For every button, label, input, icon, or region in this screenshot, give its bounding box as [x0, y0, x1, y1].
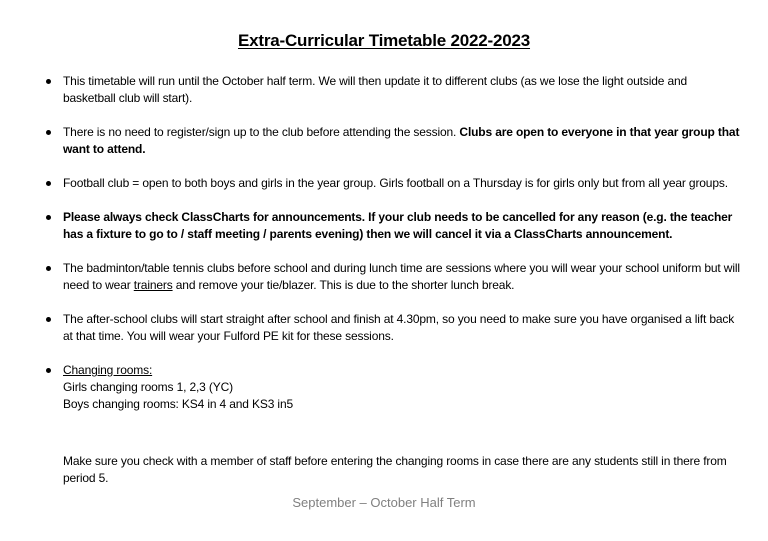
list-item [0, 175, 768, 192]
bullet-dot-icon [46, 130, 51, 135]
bullet-dot-icon [46, 181, 51, 186]
underlined-text: trainers [133, 278, 173, 292]
list-item [0, 209, 768, 243]
closing-paragraph: Make sure you check with a member of staff before entering the changing rooms in case there are any students still in there from period 5. [63, 454, 727, 485]
bullet-bold-text: Clubs are open to everyone in that year group that want to attend. [63, 125, 740, 156]
bullet-text: The after-school clubs will start straight after school and finish at 4.30pm, so you need to make sure you have organised a lift back at that time. You will wear your Fulford PE kit for these sessions. [63, 312, 735, 343]
bullet-dot-icon [46, 317, 51, 322]
list-item [0, 124, 768, 158]
bullet-text: The badminton/table tennis clubs before school and during lunch time are sessions where you will wear your school uniform but will need to wear [63, 261, 740, 292]
bullet-text: Football club = open to both boys and girls in the year group. Girls football on a Thursday is for girls only but from all year groups. [63, 176, 728, 190]
list-item [0, 362, 768, 413]
bullet-dot-icon [46, 368, 51, 373]
changing-rooms-line: Boys changing rooms: KS4 in 4 and KS3 in5 [63, 397, 293, 411]
bullet-text: and remove your tie/blazer. This is due to the shorter lunch break. [172, 278, 515, 292]
list-item [0, 73, 768, 107]
bullet-bold-text: Please always check ClassCharts for announcements. If your club needs to be cancelled for any reason (e.g. the teacher has a fixture to go to / staff meeting / parents evening) then we will cancel it via a ClassCharts announcement. [63, 210, 733, 241]
changing-rooms-line: Girls changing rooms 1, 2,3 (YC) [63, 380, 233, 394]
list-item [0, 311, 768, 345]
page-title: Extra-Curricular Timetable 2022-2023 [237, 31, 531, 50]
page-footer: September – October Half Term [292, 495, 476, 510]
bullet-dot-icon [46, 266, 51, 271]
bullet-text: This timetable will run until the October half term. We will then update it to different clubs (as we lose the light outside and basketball club will start). [63, 74, 688, 105]
bullet-text: There is no need to register/sign up to the club before attending the session. [63, 125, 460, 139]
bullet-dot-icon [46, 215, 51, 220]
bullet-dot-icon [46, 79, 51, 84]
changing-rooms-heading: Changing rooms: [63, 363, 153, 377]
list-item [0, 260, 768, 294]
bullet-list [0, 73, 768, 430]
